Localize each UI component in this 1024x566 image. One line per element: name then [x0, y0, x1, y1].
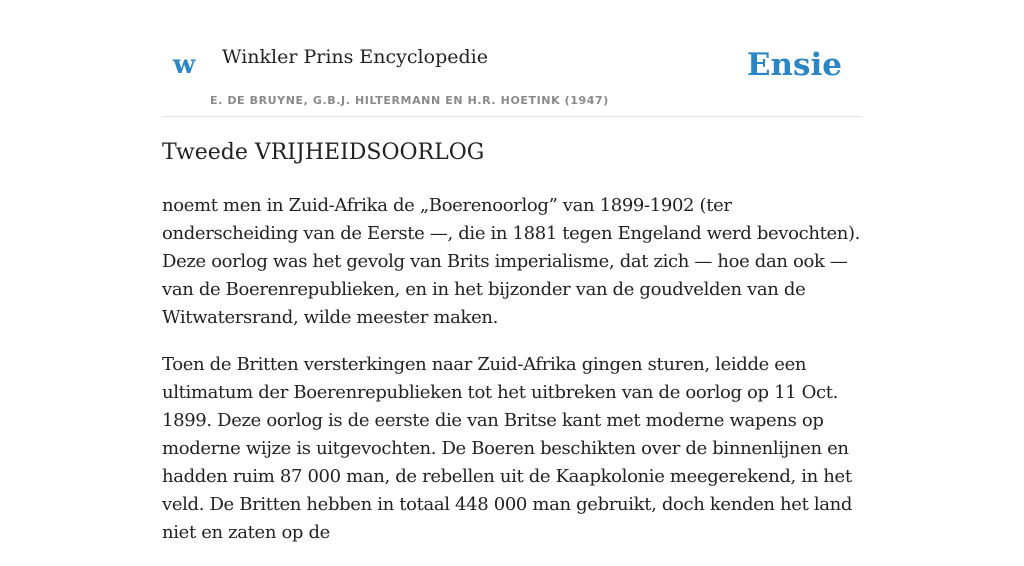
entry-paragraph-2: Toen de Britten versterkingen naar Zuid-Afrika gingen sturen, leidde een ultimatum der Boerenrepublieken tot het uitbreken van de oorlog op 11 Oct. 1899. Deze oorlog is de eerste die van Britse kant met moderne wapens op moderne wijze is uitgevochten. De Boeren beschikten over de binnenlijnen en hadden ruim 87 000 man, de rebellen uit de Kaapkolonie meegerekend, in het veld. De Britten hebben in totaal 448 000 man gebruikt, doch kenden het land niet en zaten op de — [162, 354, 853, 543]
book-title[interactable]: Winkler Prins Encyclopedie — [222, 46, 488, 68]
book-authors: E. DE BRUYNE, G.B.J. HILTERMANN EN H.R. HOETINK (1947) — [210, 94, 609, 107]
entry-title: Tweede VRIJHEIDSOORLOG — [162, 140, 485, 165]
site-header — [162, 30, 862, 117]
ensie-logo[interactable]: Ensie — [746, 47, 842, 83]
entry-paragraph-1: noemt men in Zuid-Afrika de „Boerenoorlog” van 1899-1902 (ter onderscheiding van de Eerste —, die in 1881 tegen Engeland werd bevochten). Deze oorlog was het gevolg van Brits imperialisme, dat zich — hoe dan ook — van de Boerenrepublieken, en in het bijzonder van de goudvelden van de Witwatersrand, wilde meester maken. — [162, 195, 861, 328]
winkler-prins-logo[interactable]: w — [173, 50, 196, 80]
entry-body — [162, 192, 862, 566]
